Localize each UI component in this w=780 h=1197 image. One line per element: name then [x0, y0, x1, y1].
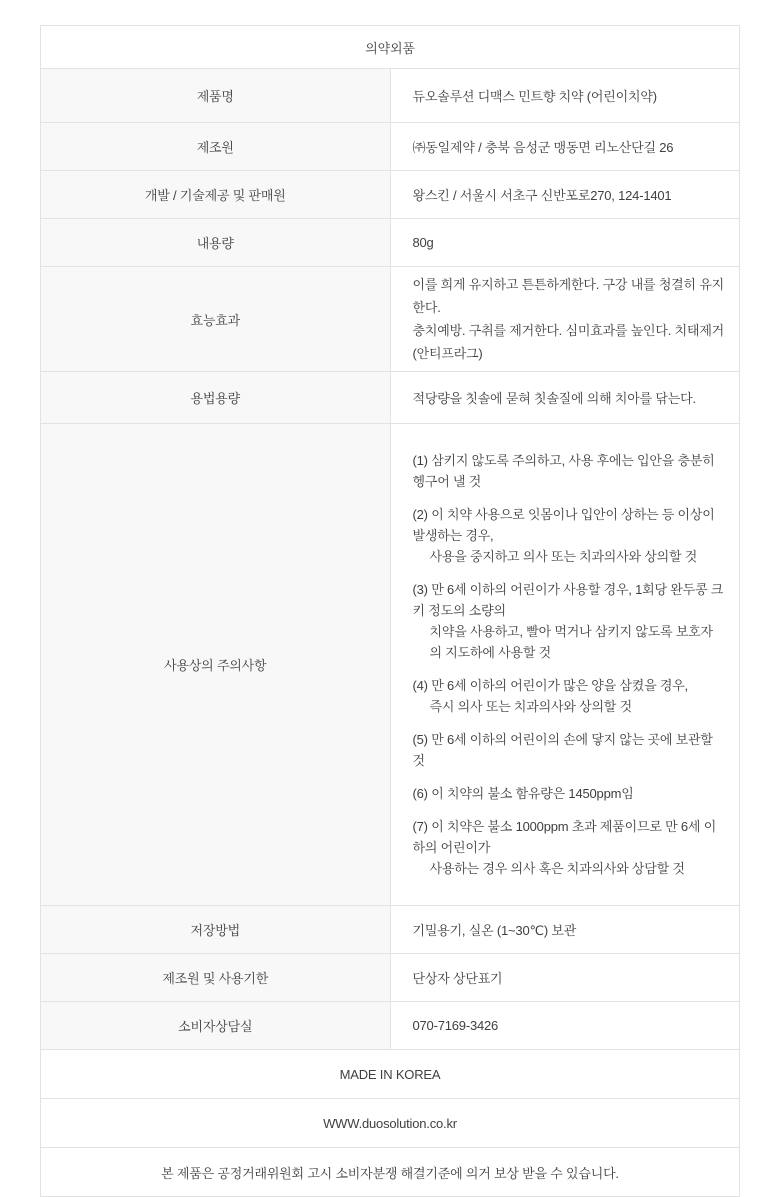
storage-label: 저장방법	[41, 906, 391, 954]
net-content-label: 내용량	[41, 219, 391, 267]
consumer-hotline-value: 070-7169-3426	[390, 1002, 740, 1050]
row-precautions	[41, 424, 740, 906]
row-developer-distributor	[41, 171, 740, 219]
precaution-item-7-line-2: 사용하는 경우 의사 혹은 치과의사와 상담할 것	[429, 861, 685, 876]
row-storage	[41, 906, 740, 954]
precaution-item-5	[413, 729, 726, 771]
precaution-item-3-line-2: 치약을 사용하고, 빨아 먹거나 삼키지 않도록 보호자의 지도하에 사용할 것	[429, 624, 713, 660]
manufacturer-value: ㈜동일제약 / 충북 음성군 맹동면 리노산단길 26	[390, 123, 740, 171]
precautions-list	[413, 430, 726, 899]
row-effects	[41, 267, 740, 372]
row-compensation-note	[41, 1148, 740, 1197]
row-net-content	[41, 219, 740, 267]
precaution-item-1-line-1: (1) 삼키지 않도록 주의하고, 사용 후에는 입안을 충분히 헹구어 낼 것	[412, 453, 715, 489]
row-product-name	[41, 69, 740, 123]
developer-distributor-label: 개발 / 기술제공 및 판매원	[41, 171, 391, 219]
row-expiry	[41, 954, 740, 1002]
storage-value: 기밀용기, 실온 (1~30℃) 보관	[390, 906, 740, 954]
compensation-note-text: 본 제품은 공정거래위원회 고시 소비자분쟁 해결기준에 의거 보상 받을 수 있습니다.	[41, 1148, 740, 1197]
usage-label: 용법용량	[41, 372, 391, 424]
row-consumer-hotline	[41, 1002, 740, 1050]
precaution-item-2	[413, 504, 726, 567]
effects-label: 효능효과	[41, 267, 391, 372]
row-made-in	[41, 1050, 740, 1099]
expiry-value: 단상자 상단표기	[390, 954, 740, 1002]
precaution-item-7-line-1: (7) 이 치약은 불소 1000ppm 초과 제품이므로 만 6세 이하의 어린이가	[412, 819, 717, 855]
precautions-value	[390, 424, 740, 906]
precaution-item-6	[413, 783, 726, 804]
table-title-row	[41, 26, 740, 69]
website-text: WWW.duosolution.co.kr	[41, 1099, 740, 1148]
consumer-hotline-label: 소비자상담실	[41, 1002, 391, 1050]
product-name-value: 듀오솔루션 디맥스 민트향 치약 (어린이치약)	[390, 69, 740, 123]
product-info-table	[40, 25, 740, 1197]
product-name-label: 제품명	[41, 69, 391, 123]
precaution-item-4-line-1: (4) 만 6세 이하의 어린이가 많은 양을 삼켰을 경우,	[412, 678, 688, 693]
precaution-item-7	[413, 816, 726, 879]
row-website	[41, 1099, 740, 1148]
precaution-item-4	[413, 675, 726, 717]
net-content-value: 80g	[390, 219, 740, 267]
table-title: 의약외품	[41, 26, 740, 69]
precaution-item-4-line-2: 즉시 의사 또는 치과의사와 상의할 것	[429, 699, 632, 714]
precaution-item-1	[413, 450, 726, 492]
precaution-item-3	[413, 579, 726, 663]
precaution-item-2-line-2: 사용을 중지하고 의사 또는 치과의사와 상의할 것	[429, 549, 698, 564]
developer-distributor-value: 왕스킨 / 서울시 서초구 신반포로270, 124-1401	[390, 171, 740, 219]
precaution-item-5-line-1: (5) 만 6세 이하의 어린이의 손에 닿지 않는 곳에 보관할 것	[412, 732, 713, 768]
precaution-item-2-line-1: (2) 이 치약 사용으로 잇몸이나 입안이 상하는 등 이상이 발생하는 경우,	[412, 507, 715, 543]
product-info-sheet	[40, 25, 740, 1197]
made-in-text: MADE IN KOREA	[41, 1050, 740, 1099]
precaution-item-3-line-1: (3) 만 6세 이하의 어린이가 사용할 경우, 1회당 완두콩 크키 정도의 소량의	[412, 582, 724, 618]
effects-line-2: 충치예방. 구취를 제거한다. 심미효과를 높인다. 치태제거(안티프라그)	[412, 323, 725, 361]
manufacturer-label: 제조원	[41, 123, 391, 171]
row-usage	[41, 372, 740, 424]
precaution-item-6-line-1: (6) 이 치약의 불소 함유량은 1450ppm임	[412, 786, 634, 801]
row-manufacturer	[41, 123, 740, 171]
usage-value: 적당량을 칫솔에 묻혀 칫솔질에 의해 치아를 닦는다.	[390, 372, 740, 424]
expiry-label: 제조원 및 사용기한	[41, 954, 391, 1002]
effects-line-1: 이를 희게 유지하고 튼튼하게한다. 구강 내를 청결히 유지한다.	[412, 277, 725, 315]
effects-value	[390, 267, 740, 372]
precautions-label: 사용상의 주의사항	[41, 424, 391, 906]
